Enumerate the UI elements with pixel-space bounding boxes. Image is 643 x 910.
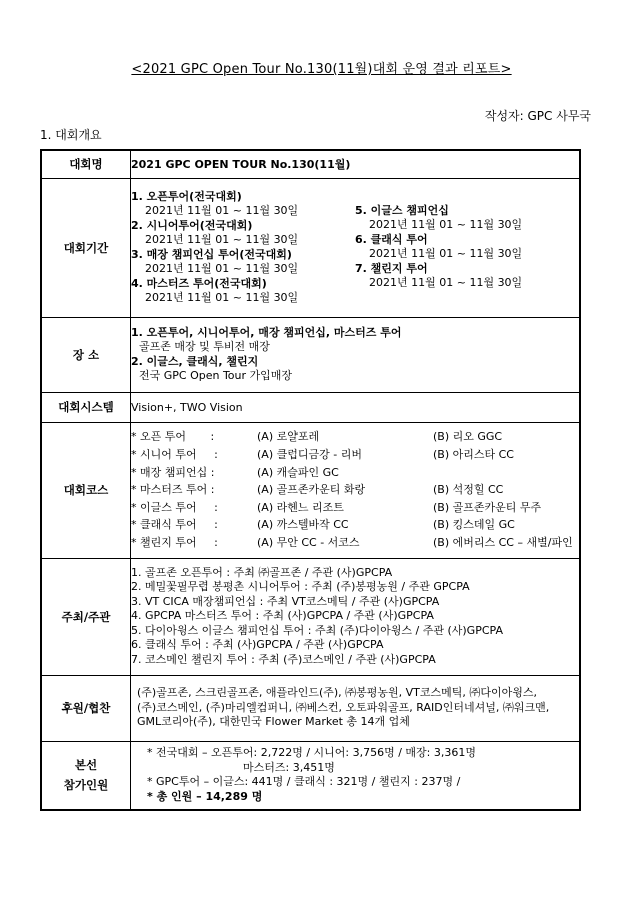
period-label: 7. 챌린지 투어	[355, 261, 428, 275]
period-left	[131, 190, 355, 306]
period-label: 2. 시니어투어(전국대회)	[131, 218, 253, 232]
venue-line: 2. 이글스, 클래식, 챌린지	[131, 354, 259, 368]
period-label: 5. 이글스 챔피언십	[355, 203, 449, 217]
host-line: 5. 다이아윙스 이글스 챔피언십 투어 : 주최 (주)다이아윙스 / 주관 (사)GPCPA	[131, 623, 503, 637]
host-line: 1. 골프존 오픈투어 : 주최 ㈜골프존 / 주관 (사)GPCPA	[131, 565, 393, 579]
course-item: * 클래식 투어 : (A) 까스텔바작 CC (B) 킹스데일 GC	[131, 518, 515, 532]
period-label: 1. 오픈투어(전국대회)	[131, 189, 242, 203]
venue-line: 전국 GPC Open Tour 가입매장	[139, 369, 293, 382]
row-period	[41, 178, 580, 317]
sponsor-line: (주)골프존, 스크린골프존, 애플라인드(주), ㈜봉평농원, VT코스메틱, ㈜다이아윙스,	[137, 686, 538, 700]
period-date: 2021년 11월 01 ~ 11월 30일	[145, 262, 299, 275]
row-venue	[41, 317, 580, 392]
participants-line: * GPC투어 – 이글스: 441명 / 클래식 : 321명 / 챌린지 : 237명 /	[147, 775, 461, 789]
period-right	[355, 190, 579, 306]
row-head-venue: 장 소	[41, 317, 131, 392]
host-line: 3. VT CICA 매장챔피언십 : 주최 VT코스메틱 / 주관 (사)GPCPA	[131, 594, 440, 608]
row-head-course: 대회코스	[41, 422, 131, 558]
sponsor-line: (주)코스메인, (주)마리엘컴퍼니, ㈜베스컨, 오토파워골프, RAID인터네셔널, ㈜워크맨,	[137, 700, 550, 714]
row-name	[41, 150, 580, 178]
tournament-name: 2021 GPC OPEN TOUR No.130(11월)	[131, 150, 581, 178]
course-item: * 시니어 투어 : (A) 클럽디금강 - 리버 (B) 아리스타 CC	[131, 448, 514, 462]
host-line: 7. 코스메인 챌린지 투어 : 주최 (주)코스메인 / 주관 (사)GPCPA	[131, 652, 436, 666]
period-date: 2021년 11월 01 ~ 11월 30일	[145, 204, 299, 217]
venue-line: 1. 오픈투어, 시니어투어, 매장 챔피언십, 마스터즈 투어	[131, 325, 402, 339]
overview-table	[40, 149, 581, 811]
row-head-participants-1: 본선	[74, 758, 98, 773]
course-item: * 챌린지 투어 : (A) 무안 CC - 서코스 (B) 에버리스 CC – 새별/파인	[131, 535, 573, 549]
row-system	[41, 392, 580, 422]
system-value: Vision+, TWO Vision	[131, 392, 581, 422]
participants-line: 마스터즈: 3,451명	[243, 760, 335, 774]
row-course	[41, 422, 580, 558]
period-date: 2021년 11월 01 ~ 11월 30일	[369, 276, 523, 289]
row-sponsor	[41, 675, 580, 741]
row-head-name: 대회명	[41, 150, 131, 178]
period-label: 6. 클래식 투어	[355, 232, 428, 246]
row-head-host: 주최/주관	[41, 558, 131, 675]
period-label: 4. 마스터즈 투어(전국대회)	[131, 276, 267, 290]
host-line: 6. 클래식 투어 : 주최 (사)GPCPA / 주관 (사)GPCPA	[131, 638, 384, 652]
author-line: 작성자: GPC 사무국	[484, 109, 591, 123]
period-date: 2021년 11월 01 ~ 11월 30일	[145, 291, 299, 304]
period-label: 3. 매장 챔피언십 투어(전국대회)	[131, 247, 292, 261]
host-line: 2. 메밀꽃필무렵 봉평촌 시니어투어 : 주최 (주)봉평농원 / 주관 GPCPA	[131, 580, 470, 594]
participants-line: * 전국대회 – 오픈투어: 2,722명 / 시니어: 3,756명 / 매장: 3,361명	[147, 746, 476, 760]
participants-total: * 총 인원 – 14,289 명	[147, 789, 263, 803]
course-item: * 마스터즈 투어 : (A) 골프존카운티 화랑 (B) 석정힐 CC	[131, 483, 504, 497]
row-participants	[41, 741, 580, 810]
course-item: * 매장 챔피언십 : (A) 캐슬파인 GC	[131, 465, 339, 479]
course-item: * 오픈 투어 : (A) 로얄포레 (B) 리오 GGC	[131, 430, 503, 444]
period-date: 2021년 11월 01 ~ 11월 30일	[145, 233, 299, 246]
period-columns	[131, 190, 579, 306]
period-date: 2021년 11월 01 ~ 11월 30일	[369, 247, 523, 260]
report-title: <2021 GPC Open Tour No.130(11월)대회 운영 결과 리포트>	[131, 62, 512, 77]
row-head-system: 대회시스템	[41, 392, 131, 422]
sponsor-line: GML코리아(주), 대한민국 Flower Market 총 14개 업체	[137, 715, 410, 729]
host-line: 4. GPCPA 마스터즈 투어 : 주최 (사)GPCPA / 주관 (사)GPCPA	[131, 609, 434, 623]
row-host	[41, 558, 580, 675]
row-head-participants-2: 참가인원	[63, 778, 109, 793]
row-head-period: 대회기간	[41, 178, 131, 317]
course-item: * 이글스 투어 : (A) 라헨느 리조트 (B) 골프존카운티 무주	[131, 500, 542, 514]
row-head-sponsor: 후원/협찬	[41, 675, 131, 741]
period-date: 2021년 11월 01 ~ 11월 30일	[369, 218, 523, 231]
section-heading: 1. 대회개요	[40, 128, 102, 142]
venue-line: 골프존 매장 및 투비전 매장	[139, 340, 270, 353]
